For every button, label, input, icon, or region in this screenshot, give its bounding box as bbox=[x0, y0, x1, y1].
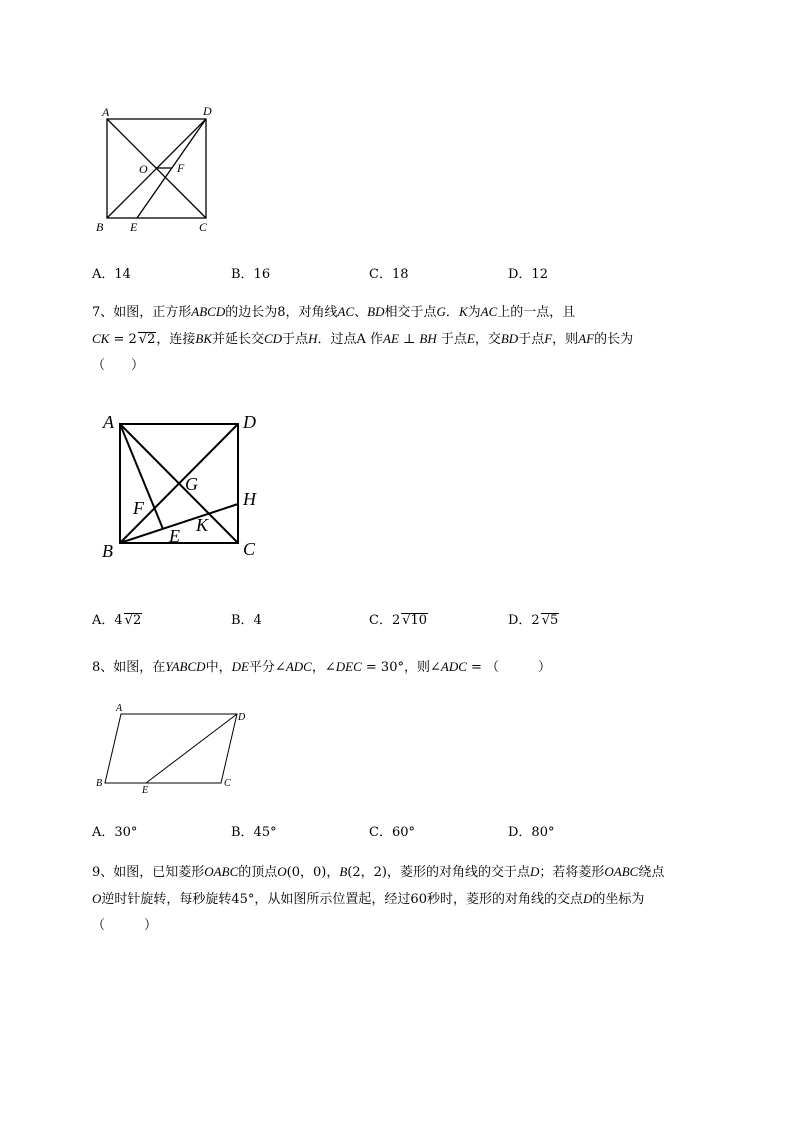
label-d: D bbox=[203, 104, 212, 118]
label-b: B bbox=[96, 778, 103, 789]
q9-answer-paren: （ ） bbox=[92, 918, 158, 933]
q6-option-a[interactable]: A．14 bbox=[92, 267, 131, 282]
label-f: F bbox=[177, 161, 185, 175]
label-h: H bbox=[243, 489, 256, 509]
q7-line-2: CK = 2 √2，连接BK并延长交CD于点H．过点A 作AE ⊥ BH 于点E，交BD于点F，则AF的长为 bbox=[92, 331, 634, 347]
q8-text bbox=[92, 654, 742, 681]
q8-option-d[interactable]: D．80° bbox=[508, 825, 555, 840]
q6-figure bbox=[90, 100, 220, 240]
label-c: C bbox=[199, 220, 208, 234]
label-a: A bbox=[116, 703, 123, 714]
q8-figure bbox=[92, 698, 258, 798]
label-e: E bbox=[142, 785, 149, 796]
q6-option-c[interactable]: C．18 bbox=[369, 267, 409, 282]
q6-options bbox=[92, 263, 752, 281]
label-b: B bbox=[102, 541, 113, 561]
q7-figure bbox=[96, 405, 270, 565]
q7-option-c[interactable]: C．2 √10 bbox=[369, 613, 428, 628]
q7-option-a[interactable]: A．4 √2 bbox=[92, 613, 142, 628]
label-b: B bbox=[96, 220, 104, 234]
label-d: D bbox=[238, 712, 246, 723]
label-a: A bbox=[102, 105, 110, 119]
q6-option-b[interactable]: B．16 bbox=[231, 267, 271, 282]
label-e: E bbox=[169, 526, 180, 546]
q7-options bbox=[92, 609, 752, 627]
q9-line-1: 9、如图，已知菱形OABC的顶点O(0，0)，B(2，2)，菱形的对角线的交于点D；若将菱形OABC绕点 bbox=[92, 864, 665, 880]
q9-text bbox=[92, 859, 742, 939]
q7-option-b[interactable]: B．4 bbox=[231, 613, 262, 628]
label-k: K bbox=[196, 515, 209, 535]
parallelogram-abcd bbox=[105, 714, 237, 783]
label-g: G bbox=[185, 474, 198, 494]
label-d: D bbox=[243, 412, 256, 432]
q8-option-a[interactable]: A．30° bbox=[92, 825, 138, 840]
q7-answer-paren: （ ） bbox=[92, 358, 145, 373]
q7-text bbox=[92, 299, 742, 379]
label-c: C bbox=[224, 778, 231, 789]
label-o: O bbox=[139, 162, 148, 176]
q8-options bbox=[92, 821, 752, 839]
q8-option-c[interactable]: C．60° bbox=[369, 825, 415, 840]
q7-line-1: 7、如图，正方形ABCD的边长为8，对角线AC、BD相交于点G．K为AC上的一点，且 bbox=[92, 304, 576, 320]
label-e: E bbox=[130, 220, 138, 234]
label-c: C bbox=[243, 539, 256, 559]
label-a: A bbox=[103, 412, 114, 432]
q6-option-d[interactable]: D．12 bbox=[508, 267, 548, 282]
q9-line-2: O逆时针旋转，每秒旋转45°，从如图所示位置起，经过60秒时，菱形的对角线的交点D的坐标为 bbox=[92, 891, 645, 907]
q8-option-b[interactable]: B．45° bbox=[231, 825, 277, 840]
q8-line-1: 8、如图，在YABCD中，DE平分∠ADC，∠DEC = 30°，则∠ADC = （ ） bbox=[92, 659, 552, 675]
q7-option-d[interactable]: D．2 √5 bbox=[508, 613, 559, 628]
label-f: F bbox=[133, 498, 144, 518]
